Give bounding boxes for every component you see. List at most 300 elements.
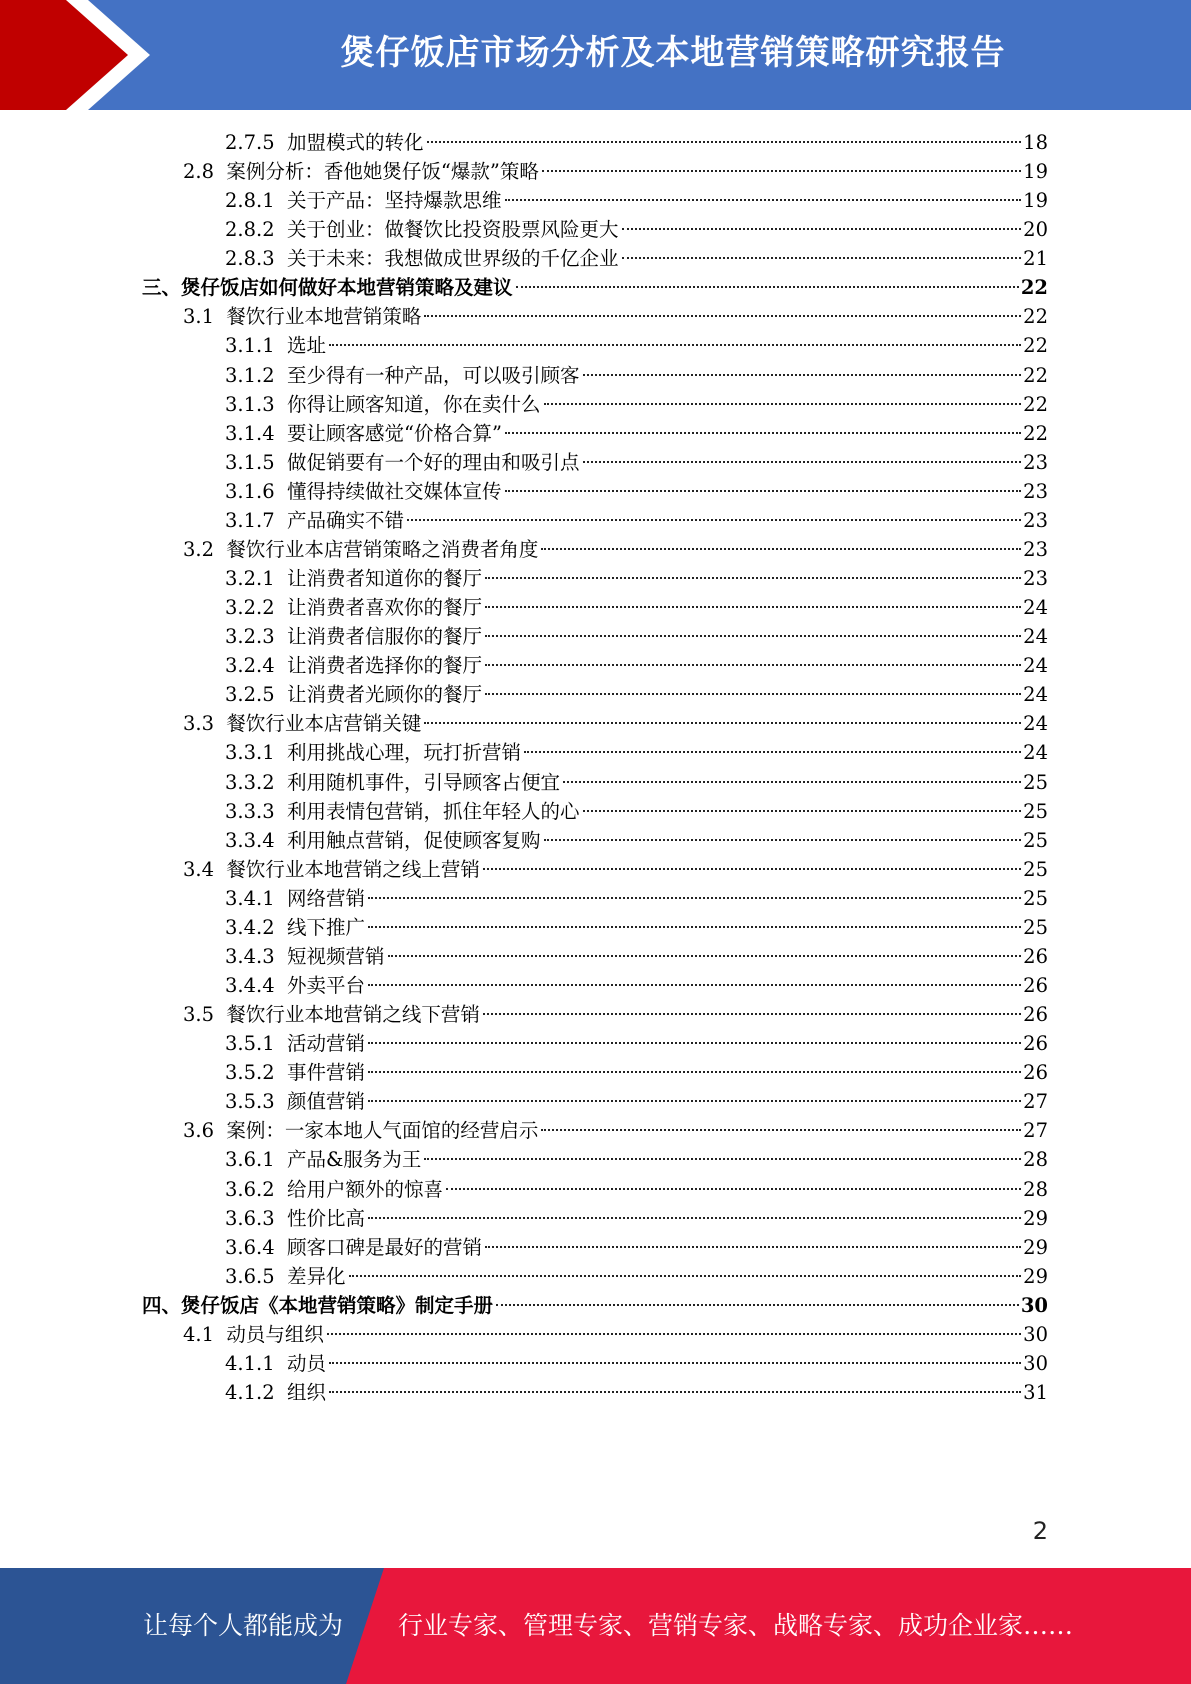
- toc-dot-leader: [329, 1391, 1021, 1393]
- toc-dot-leader: [368, 984, 1021, 986]
- toc-entry[interactable]: [0, 621, 1191, 652]
- toc-entry[interactable]: [0, 330, 1191, 361]
- toc-entry[interactable]: [0, 418, 1191, 449]
- toc-entry-number: 3.4.4: [225, 974, 275, 998]
- toc-dot-leader: [368, 1071, 1021, 1073]
- toc-entry-page: 25: [1023, 886, 1048, 910]
- toc-entry-spacer: [275, 127, 287, 158]
- toc-entry-spacer: [275, 737, 287, 768]
- toc-entry-spacer: [275, 389, 287, 420]
- toc-entry-row: [183, 1319, 1048, 1350]
- toc-entry-number: 3.3.1: [225, 741, 275, 765]
- toc-entry-page: 29: [1023, 1206, 1048, 1230]
- toc-entry-title: 案例分析：香他她煲仔饭“爆款”策略: [226, 160, 539, 184]
- toc-entry-number: 2.8.1: [225, 189, 275, 213]
- toc-entry-page: 24: [1023, 712, 1048, 736]
- toc-dot-leader: [329, 1362, 1021, 1364]
- toc-entry[interactable]: [0, 360, 1191, 391]
- toc-entry-row: [183, 854, 1048, 885]
- toc-dot-leader: [485, 577, 1021, 579]
- toc-entry-row: [183, 301, 1048, 332]
- toc-entry[interactable]: [0, 999, 1191, 1030]
- toc-entry-spacer: [275, 1203, 287, 1234]
- toc-entry-title: 给用户额外的惊喜: [287, 1177, 444, 1201]
- toc-entry-title: 动员与组织: [226, 1322, 324, 1346]
- toc-entry[interactable]: [0, 708, 1191, 739]
- toc-entry-spacer: [275, 505, 287, 536]
- toc-entry-title: 差异化: [287, 1264, 346, 1288]
- toc-entry-page: 24: [1023, 683, 1048, 707]
- toc-dot-leader: [427, 141, 1022, 143]
- toc-entry-title: 餐饮行业本店营销策略之消费者角度: [226, 537, 539, 561]
- toc-entry-spacer: [214, 1115, 226, 1146]
- toc-entry[interactable]: [0, 389, 1191, 420]
- toc-dot-leader: [424, 722, 1021, 724]
- toc-dot-leader: [505, 432, 1021, 434]
- toc-entry[interactable]: [0, 1377, 1191, 1408]
- toc-entry-row: [225, 883, 1048, 914]
- toc-entry-number: 3.2.4: [225, 654, 275, 678]
- toc-entry-page: 26: [1023, 944, 1048, 968]
- toc-entry-title: 懂得持续做社交媒体宣传: [287, 479, 502, 503]
- toc-entry-row: [225, 941, 1048, 972]
- toc-entry[interactable]: [0, 301, 1191, 332]
- toc-entry[interactable]: [0, 650, 1191, 681]
- toc-entry[interactable]: [0, 156, 1191, 187]
- toc-entry-row: [225, 621, 1048, 652]
- toc-entry-row: [225, 127, 1048, 158]
- toc-entry-page: 28: [1023, 1148, 1048, 1172]
- toc-entry-number: 3.4.3: [225, 944, 275, 968]
- toc-entry-spacer: [275, 825, 287, 856]
- toc-entry-title: 利用表情包营销，抓住年轻人的心: [287, 799, 580, 823]
- toc-entry-title: 餐饮行业本地营销之线下营销: [226, 1003, 480, 1027]
- toc-entry-number: 3.3.2: [225, 770, 275, 794]
- toc-entry[interactable]: [0, 1086, 1191, 1117]
- toc-entry-page: 22: [1023, 363, 1048, 387]
- toc-dot-leader: [516, 286, 1019, 288]
- toc-entry[interactable]: [0, 447, 1191, 478]
- toc-entry-number: 4.1.1: [225, 1351, 275, 1375]
- toc-entry-number: 3.3.3: [225, 799, 275, 823]
- toc-dot-leader: [485, 635, 1021, 637]
- toc-entry-row: [225, 796, 1048, 827]
- toc-entry-row: [225, 970, 1048, 1001]
- toc-dot-leader: [524, 751, 1021, 753]
- footer-roles: 行业专家、管理专家、营销专家、战略专家、成功企业家……: [398, 1611, 1074, 1640]
- toc-entry[interactable]: [0, 243, 1191, 274]
- toc-entry-page: 24: [1023, 625, 1048, 649]
- toc-entry[interactable]: [0, 1348, 1191, 1379]
- toc-entry[interactable]: [0, 1203, 1191, 1234]
- toc-entry-page: 26: [1023, 1003, 1048, 1027]
- toc-entry-row: [225, 1348, 1048, 1379]
- toc-entry-row: [225, 505, 1048, 536]
- toc-entry-row: [225, 1144, 1048, 1175]
- toc-entry-spacer: [275, 1377, 287, 1408]
- toc-entry-number: 3.1.6: [225, 479, 275, 503]
- toc-entry-page: 23: [1023, 450, 1048, 474]
- toc-dot-leader: [583, 461, 1022, 463]
- toc-entry-spacer: [275, 563, 287, 594]
- toc-entry[interactable]: [0, 941, 1191, 972]
- toc-entry-spacer: [275, 1144, 287, 1175]
- toc-dot-leader: [483, 868, 1021, 870]
- toc-dot-leader: [485, 664, 1021, 666]
- toc-dot-leader: [424, 315, 1021, 317]
- toc-entry-number: 3.6.2: [225, 1177, 275, 1201]
- toc-entry[interactable]: [0, 1232, 1191, 1263]
- toc-entry-title: 利用挑战心理，玩打折营销: [287, 741, 522, 765]
- toc-entry[interactable]: [0, 883, 1191, 914]
- toc-entry[interactable]: [0, 1028, 1191, 1059]
- toc-dot-leader: [485, 606, 1021, 608]
- toc-entry-row: [225, 650, 1048, 681]
- toc-entry[interactable]: [0, 854, 1191, 885]
- toc-entry[interactable]: [0, 592, 1191, 623]
- page-footer: [0, 1568, 1191, 1684]
- toc-entry[interactable]: [0, 767, 1191, 798]
- toc-entry-spacer: [275, 447, 287, 478]
- toc-entry-number: 3.1.2: [225, 363, 275, 387]
- toc-entry[interactable]: [0, 796, 1191, 827]
- toc-dot-leader: [544, 839, 1022, 841]
- toc-entry-row: [225, 737, 1048, 768]
- toc-entry-number: 3.5.1: [225, 1032, 275, 1056]
- toc-entry-title: 外卖平台: [287, 974, 366, 998]
- toc-entry[interactable]: [0, 534, 1191, 565]
- toc-entry-row: [183, 999, 1048, 1030]
- toc-dot-leader: [368, 1217, 1021, 1219]
- toc-dot-leader: [424, 1158, 1021, 1160]
- toc-entry-page: 28: [1023, 1177, 1048, 1201]
- toc-entry-title: 案例：一家本地人气面馆的经营启示: [226, 1119, 539, 1143]
- toc-entry-spacer: [214, 854, 226, 885]
- toc-entry-number: 3.3: [183, 712, 215, 736]
- toc-entry-number: 2.8.2: [225, 218, 275, 242]
- toc-entry-spacer: [275, 360, 287, 391]
- toc-entry-title: 性价比高: [287, 1206, 366, 1230]
- toc-entry-title: 做促销要有一个好的理由和吸引点: [287, 450, 580, 474]
- toc-entry-number: 2.8.3: [225, 247, 275, 271]
- toc-entry-title: 餐饮行业本地营销策略: [226, 305, 422, 329]
- toc-entry-number: 3.2.3: [225, 625, 275, 649]
- toc-entry[interactable]: [0, 1144, 1191, 1175]
- toc-dot-leader: [329, 344, 1021, 346]
- toc-entry-number: 3.1.7: [225, 508, 275, 532]
- toc-entry[interactable]: [0, 825, 1191, 856]
- toc-entry-spacer: [275, 650, 287, 681]
- toc-entry-title: 事件营销: [287, 1061, 366, 1085]
- toc-entry-title: 让消费者选择你的餐厅: [287, 654, 483, 678]
- toc-entry-page: 18: [1023, 131, 1048, 154]
- toc-entry-row: [225, 447, 1048, 478]
- toc-entry-row: [225, 1174, 1048, 1205]
- toc-entry-page: 30: [1023, 1351, 1048, 1375]
- toc-entry[interactable]: [0, 272, 1191, 303]
- footer-slogan: 让每个人都能成为: [143, 1611, 344, 1640]
- toc-entry-page: 30: [1023, 1322, 1048, 1346]
- toc-entry-row: [225, 185, 1048, 216]
- toc-entry-title: 餐饮行业本店营销关键: [226, 712, 422, 736]
- toc-entry-spacer: [275, 912, 287, 943]
- toc-entry-title: 短视频营销: [287, 944, 385, 968]
- toc-entry[interactable]: [0, 476, 1191, 507]
- toc-entry-row: [225, 825, 1048, 856]
- toc-entry-page: 23: [1023, 537, 1048, 561]
- toc-entry-page: 21: [1023, 247, 1048, 271]
- toc-entry-spacer: [214, 999, 226, 1030]
- toc-entry-title: 活动营销: [287, 1032, 366, 1056]
- toc-dot-leader: [485, 693, 1021, 695]
- toc-entry-number: 3.4.2: [225, 915, 275, 939]
- toc-entry-page: 25: [1023, 915, 1048, 939]
- toc-dot-leader: [327, 1333, 1021, 1335]
- toc-entry-title: 顾客口碑是最好的营销: [287, 1235, 483, 1259]
- page-header: [0, 0, 1191, 110]
- toc-entry-number: 3.6.5: [225, 1264, 275, 1288]
- toc-entry-row: [183, 1115, 1048, 1146]
- toc-entry-number: 3.2: [183, 537, 215, 561]
- toc-entry-number: 4.1: [183, 1322, 215, 1346]
- toc-entry-row: [183, 156, 1048, 187]
- toc-entry-page: 20: [1023, 218, 1048, 242]
- toc-entry-number: 3.6: [183, 1119, 215, 1143]
- toc-dot-leader: [485, 1246, 1021, 1248]
- toc-entry-page: 23: [1023, 508, 1048, 532]
- toc-entry-number: 3.6.1: [225, 1148, 275, 1172]
- toc-entry-page: 25: [1023, 799, 1048, 823]
- toc-entry-title: 选址: [287, 334, 327, 358]
- toc-entry-row: [225, 912, 1048, 943]
- toc-entry-title: 让消费者知道你的餐厅: [287, 567, 483, 591]
- toc-entry-title: 你得让顾客知道，你在卖什么: [287, 392, 541, 416]
- toc-dot-leader: [368, 1042, 1021, 1044]
- toc-entry[interactable]: [0, 127, 1191, 158]
- toc-entry-title: 三、煲仔饭店如何做好本地营销策略及建议: [142, 276, 513, 300]
- toc-entry-row: [183, 534, 1048, 565]
- toc-entry-row: [225, 1232, 1048, 1263]
- toc-entry-spacer: [275, 679, 287, 710]
- toc-entry-title: 网络营销: [287, 886, 366, 910]
- toc-dot-leader: [583, 374, 1022, 376]
- toc-dot-leader: [368, 897, 1021, 899]
- toc-entry-spacer: [275, 1348, 287, 1379]
- toc-entry-title: 关于创业：做餐饮比投资股票风险更大: [287, 218, 619, 242]
- toc-entry-row: [225, 679, 1048, 710]
- toc-entry[interactable]: [0, 563, 1191, 594]
- toc-dot-leader: [349, 1275, 1022, 1277]
- toc-entry-page: 19: [1023, 189, 1048, 213]
- toc-entry-title: 至少得有一种产品，可以吸引顾客: [287, 363, 580, 387]
- toc-entry-spacer: [275, 185, 287, 216]
- toc-entry-spacer: [275, 1174, 287, 1205]
- toc-entry-row: [225, 214, 1048, 245]
- toc-entry-row: [225, 592, 1048, 623]
- toc-dot-leader: [622, 257, 1022, 259]
- toc-entry-number: 3.1.4: [225, 421, 275, 445]
- toc-entry-row: [225, 418, 1048, 449]
- toc-dot-leader: [496, 1304, 1019, 1306]
- toc-dot-leader: [583, 810, 1022, 812]
- toc-entry-title: 产品确实不错: [287, 508, 405, 532]
- toc-entry-title: 产品&服务为王: [287, 1148, 422, 1172]
- toc-entry-title: 关于产品：坚持爆款思维: [287, 189, 502, 213]
- toc-entry-page: 29: [1023, 1264, 1048, 1288]
- toc-entry-spacer: [275, 214, 287, 245]
- toc-entry-number: 4.1.2: [225, 1381, 275, 1404]
- toc-entry-spacer: [214, 156, 226, 187]
- toc-entry[interactable]: [0, 1115, 1191, 1146]
- toc-entry[interactable]: [0, 1174, 1191, 1205]
- toc-entry-page: 22: [1023, 392, 1048, 416]
- toc-entry-title: 让消费者信服你的餐厅: [287, 625, 483, 649]
- toc-entry-spacer: [275, 1261, 287, 1292]
- toc-entry-number: 3.2.5: [225, 683, 275, 707]
- toc-entry-page: 29: [1023, 1235, 1048, 1259]
- toc-entry-page: 24: [1023, 654, 1048, 678]
- toc-entry-page: 22: [1023, 334, 1048, 358]
- toc-entry[interactable]: [0, 1290, 1191, 1321]
- toc-entry[interactable]: [0, 1057, 1191, 1088]
- toc-entry-page: 30: [1020, 1293, 1048, 1317]
- toc-dot-leader: [622, 228, 1022, 230]
- toc-entry-number: 3.3.4: [225, 828, 275, 852]
- toc-entry-row: [225, 476, 1048, 507]
- toc-entry-page: 27: [1023, 1090, 1048, 1114]
- toc-entry-number: 3.1.3: [225, 392, 275, 416]
- toc-entry-spacer: [275, 1028, 287, 1059]
- toc-entry-row: [225, 1261, 1048, 1292]
- toc-dot-leader: [541, 548, 1021, 550]
- toc-entry-number: 3.4: [183, 857, 215, 881]
- toc-entry-spacer: [275, 330, 287, 361]
- toc-entry-spacer: [275, 1232, 287, 1263]
- toc-entry[interactable]: [0, 185, 1191, 216]
- toc-entry-title: 线下推广: [287, 915, 366, 939]
- toc-entry-title: 要让顾客感觉“价格合算”: [287, 421, 502, 445]
- toc-entry-number: 3.1: [183, 305, 215, 329]
- toc-entry[interactable]: [0, 912, 1191, 943]
- toc-dot-leader: [505, 199, 1022, 201]
- toc-entry-page: 22: [1023, 421, 1048, 445]
- toc-dot-leader: [542, 170, 1021, 172]
- toc-entry-number: 3.5: [183, 1003, 215, 1027]
- toc-dot-leader: [368, 926, 1021, 928]
- toc-entry[interactable]: [0, 970, 1191, 1001]
- toc-entry-spacer: [214, 534, 226, 565]
- toc-entry-spacer: [214, 301, 226, 332]
- toc-entry-spacer: [275, 418, 287, 449]
- toc-dot-leader: [563, 781, 1021, 783]
- toc-entry-number: 3.2.2: [225, 596, 275, 620]
- toc-entry-page: 24: [1023, 741, 1048, 765]
- toc-entry-row: [142, 272, 1048, 303]
- toc-entry-page: 26: [1023, 1032, 1048, 1056]
- toc-entry-title: 让消费者光顾你的餐厅: [287, 683, 483, 707]
- toc-entry[interactable]: [0, 505, 1191, 536]
- toc-entry-spacer: [214, 1319, 226, 1350]
- toc-dot-leader: [505, 490, 1022, 492]
- toc-entry-number: 2.7.5: [225, 131, 275, 154]
- toc-entry-row: [225, 1057, 1048, 1088]
- toc-entry-row: [225, 389, 1048, 420]
- toc-entry-page: 23: [1023, 479, 1048, 503]
- toc-entry-row: [225, 243, 1048, 274]
- toc-entry-row: [225, 767, 1048, 798]
- toc-dot-leader: [368, 1100, 1021, 1102]
- toc-entry-row: [183, 708, 1048, 739]
- toc-entry-spacer: [275, 243, 287, 274]
- toc-entry-row: [142, 1290, 1048, 1321]
- toc-entry-title: 让消费者喜欢你的餐厅: [287, 596, 483, 620]
- toc-entry[interactable]: [0, 737, 1191, 768]
- toc-entry-page: 25: [1023, 770, 1048, 794]
- toc-entry-page: 26: [1023, 1061, 1048, 1085]
- toc-entry-page: 22: [1023, 305, 1048, 329]
- toc-entry-row: [225, 563, 1048, 594]
- toc-entry-row: [225, 1086, 1048, 1117]
- toc-entry-title: 颜值营销: [287, 1090, 366, 1114]
- toc-entry[interactable]: [0, 1261, 1191, 1292]
- page-number: 2: [1032, 1517, 1048, 1545]
- toc-entry-row: [225, 1028, 1048, 1059]
- toc-entry[interactable]: [0, 679, 1191, 710]
- toc-entry-number: 3.6.4: [225, 1235, 275, 1259]
- toc-entry-page: 24: [1023, 596, 1048, 620]
- toc-entry-number: 3.6.3: [225, 1206, 275, 1230]
- toc-entry-page: 22: [1020, 276, 1048, 300]
- toc-entry-number: 3.1.5: [225, 450, 275, 474]
- toc-entry-spacer: [275, 1086, 287, 1117]
- toc-entry-row: [225, 360, 1048, 391]
- toc-entry[interactable]: [0, 1319, 1191, 1350]
- toc-entry-page: 25: [1023, 828, 1048, 852]
- toc-dot-leader: [541, 1129, 1021, 1131]
- toc-dot-leader: [483, 1013, 1021, 1015]
- toc-entry-row: [225, 330, 1048, 361]
- document-title: 煲仔饭店市场分析及本地营销策略研究报告: [340, 33, 1006, 73]
- toc-entry-spacer: [275, 796, 287, 827]
- toc-entry-spacer: [275, 476, 287, 507]
- toc-entry-title: 关于未来：我想做成世界级的千亿企业: [287, 247, 619, 271]
- toc-entry-page: 23: [1023, 567, 1048, 591]
- toc-entry-spacer: [275, 970, 287, 1001]
- toc-entry-spacer: [214, 708, 226, 739]
- toc-entry-page: 19: [1023, 160, 1048, 184]
- toc-dot-leader: [446, 1188, 1021, 1190]
- toc-dot-leader: [388, 955, 1022, 957]
- toc-entry-spacer: [275, 767, 287, 798]
- toc-entry-title: 动员: [287, 1351, 327, 1375]
- toc-entry-number: 3.1.1: [225, 334, 275, 358]
- toc-entry-title: 利用随机事件，引导顾客占便宜: [287, 770, 561, 794]
- toc-entry-spacer: [275, 883, 287, 914]
- toc-entry-page: 25: [1023, 857, 1048, 881]
- toc-entry-row: [225, 1203, 1048, 1234]
- toc-entry[interactable]: [0, 214, 1191, 245]
- toc-entry-title: 利用触点营销，促使顾客复购: [287, 828, 541, 852]
- toc-entry-number: 3.4.1: [225, 886, 275, 910]
- toc-entry-spacer: [275, 1057, 287, 1088]
- toc-entry-title: 四、煲仔饭店《本地营销策略》制定手册: [142, 1293, 494, 1317]
- toc-entry-title: 餐饮行业本地营销之线上营销: [226, 857, 480, 881]
- toc-entry-spacer: [275, 621, 287, 652]
- toc-entry-row: [225, 1377, 1048, 1408]
- toc-entry-page: 31: [1023, 1381, 1048, 1404]
- toc-entry-number: 3.5.2: [225, 1061, 275, 1085]
- toc-entry-spacer: [275, 592, 287, 623]
